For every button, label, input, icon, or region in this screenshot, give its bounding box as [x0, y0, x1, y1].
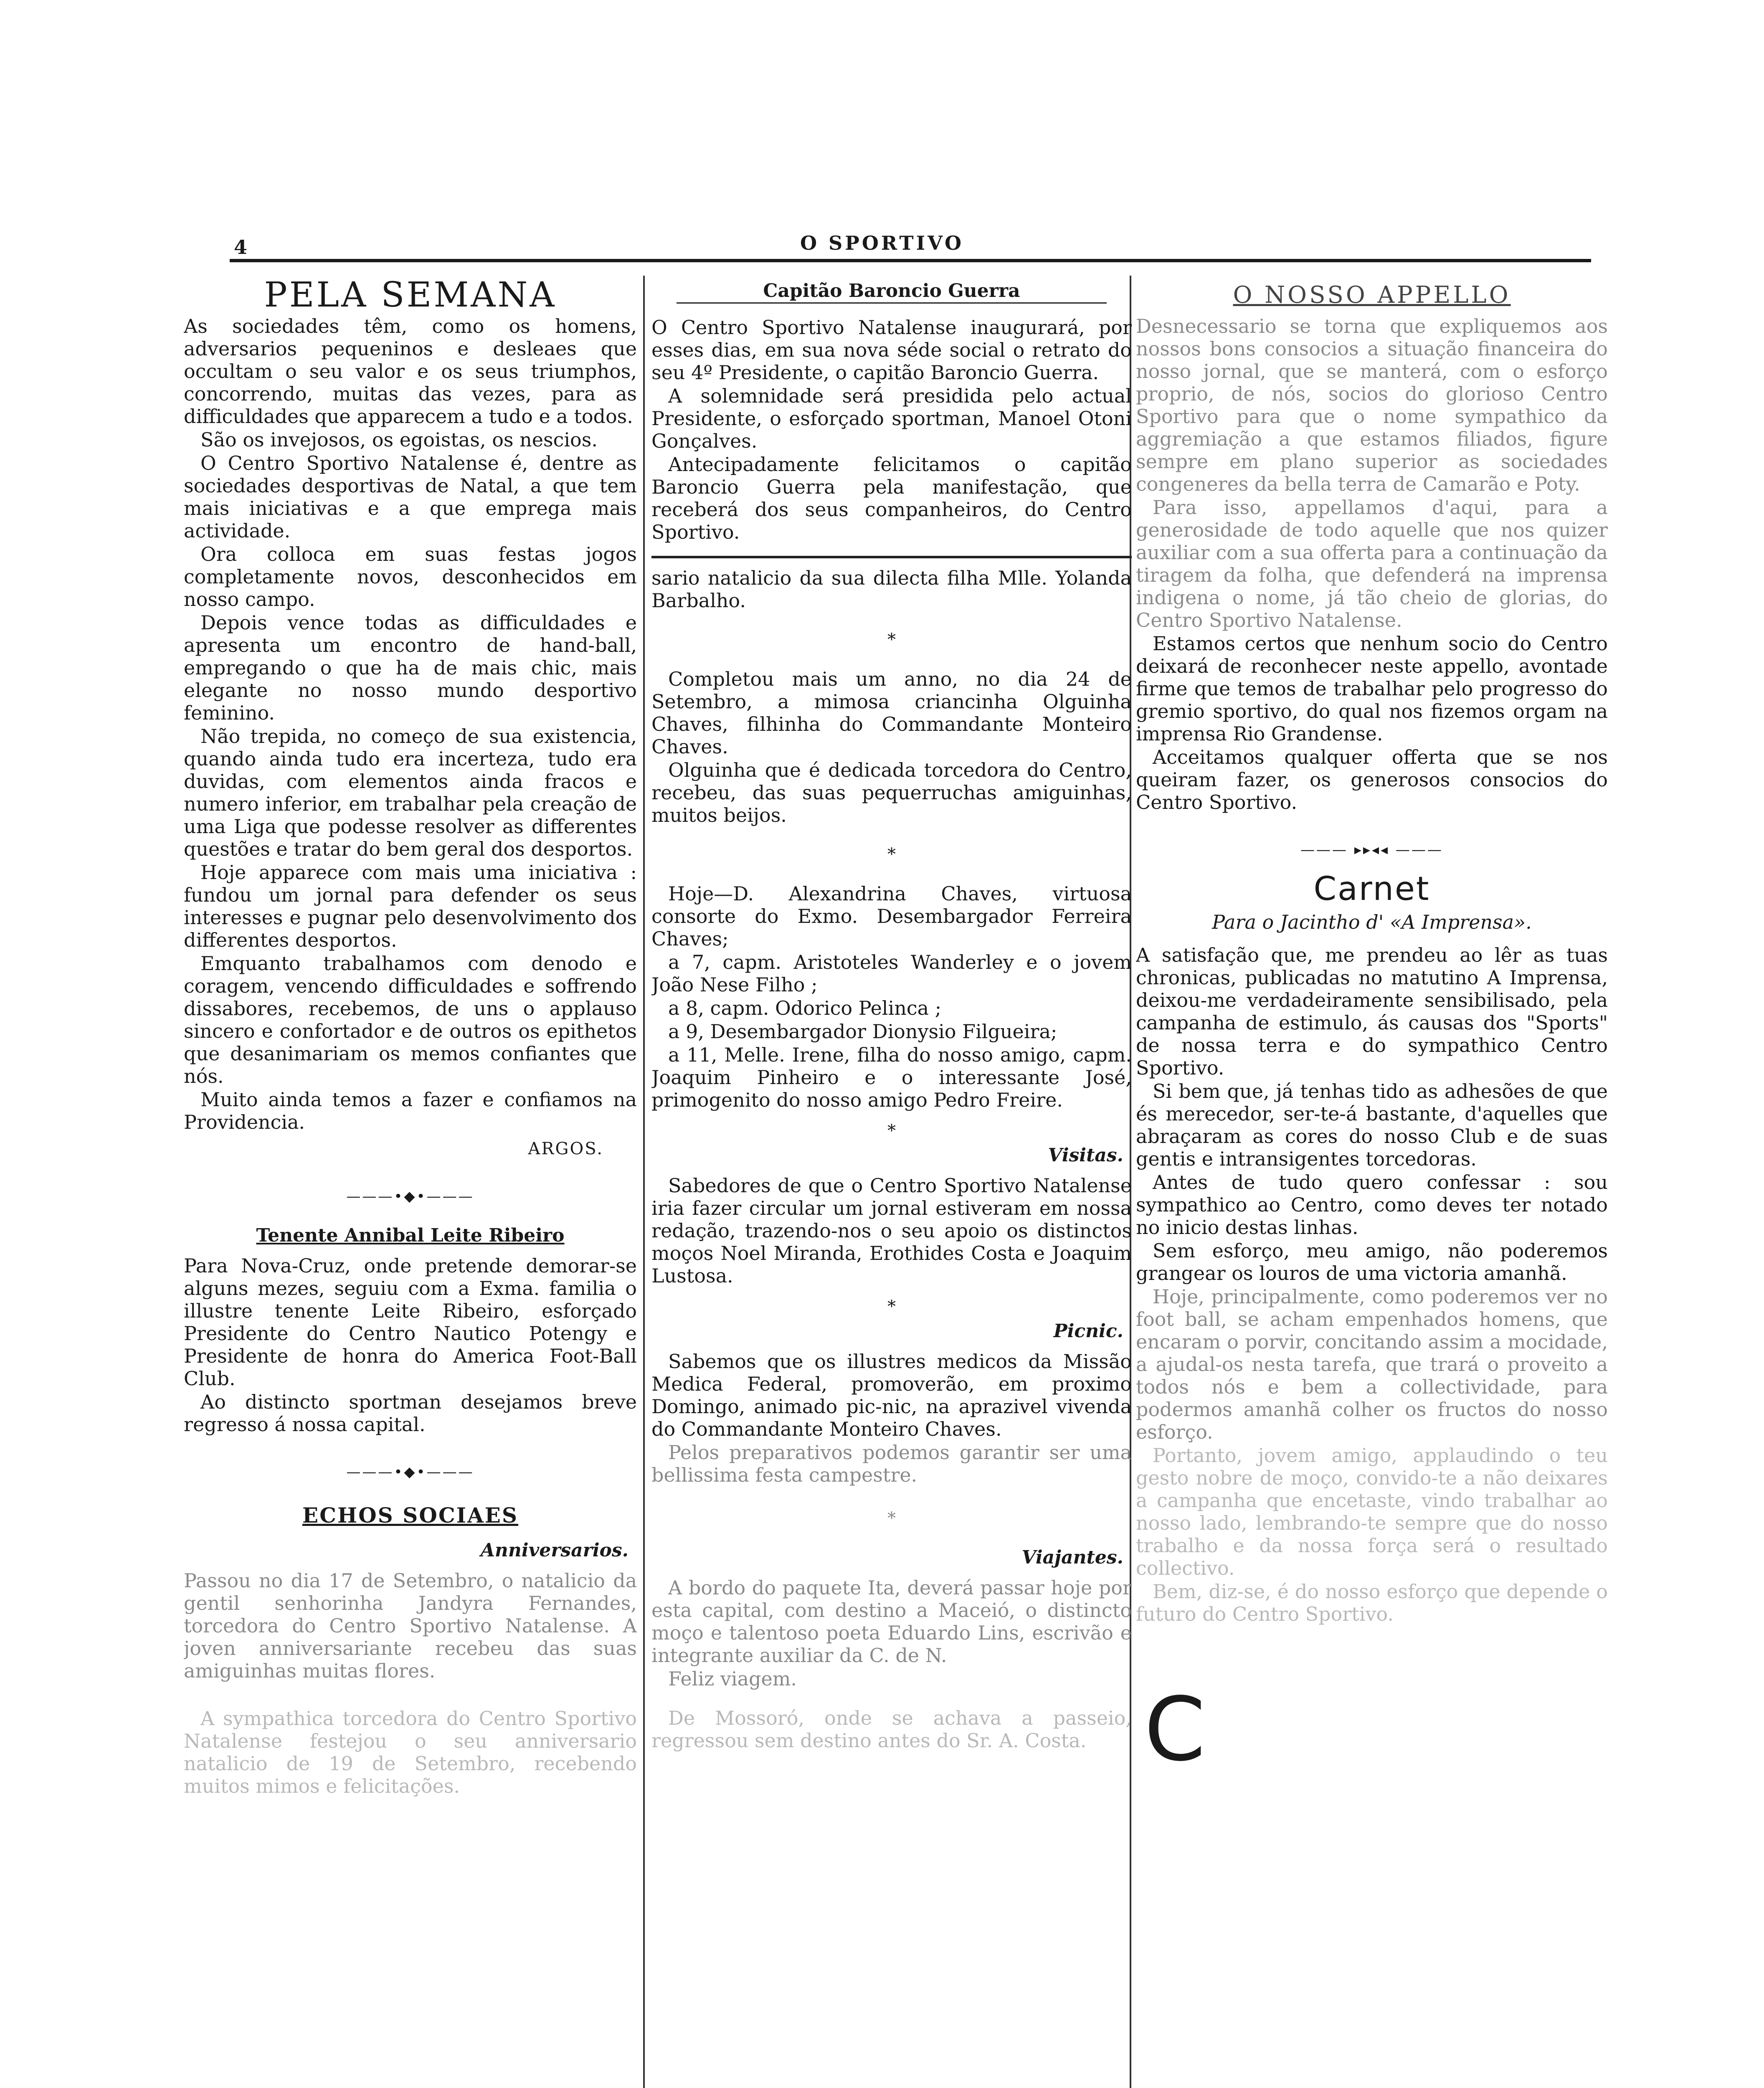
hoje-p5: a 11, Melle. Irene, filha do nosso amigo, capm. Joaquim Pinheiro e o interessante José, primogenito do nosso amigo Pedro Freire.: [651, 1044, 1132, 1111]
pela-semana-p4: Ora colloca em suas festas jogos completamente novos, desconhecidos em nosso campo.: [184, 543, 637, 611]
baroncio-p2: A solemnidade será presidida pelo actual Presidente, o esforçado sportman, Manoel Otoni Gonçalves.: [651, 385, 1132, 452]
baroncio-title: Capitão Baroncio Guerra: [677, 280, 1107, 304]
pela-semana-signature: ARGOS.: [528, 1139, 603, 1158]
column-3: [1136, 280, 1608, 2088]
star-divider: *: [887, 845, 896, 864]
picnic-p2: Pelos preparativos podemos garantir ser uma bellissima festa campestre.: [651, 1441, 1132, 1486]
section-rule: [651, 556, 1132, 558]
olguinha-p1: Completou mais um anno, no dia 24 de Setembro, a mimosa criancinha Olguinha Chaves, filhinha do Commandante Monteiro Chaves.: [651, 668, 1132, 758]
pela-semana-title: PELA SEMANA: [264, 280, 557, 315]
pela-semana-p1: As sociedades têm, como os homens, adversarios pequeninos e desleaes que occultam o seu valor e os seus triumphos, concorrendo, muitas das vezes, para as difficuldades que apparecem a tudo e a todos.: [184, 315, 637, 428]
masthead-title: O SPORTIVO: [800, 232, 964, 254]
ornament-divider: ———•◆•———: [346, 1188, 474, 1205]
pela-semana-p9: Muito ainda temos a fazer e confiamos na Providencia.: [184, 1088, 637, 1133]
picnic-p1: Sabemos que os illustres medicos da Missão Medica Federal, promoverão, em proximo Domingo, animado pic-nic, na aprazivel vivenda do Commandante Monteiro Chaves.: [651, 1350, 1132, 1440]
pela-semana-p3: O Centro Sportivo Natalense é, dentre as sociedades desportivas de Natal, a que tem mais iniciativas e a que emprega mais actividade.: [184, 452, 637, 542]
appello-title: O NOSSO APPELLO: [1233, 281, 1511, 309]
carnet-p3: Antes de tudo quero confessar : sou sympathico ao Centro, como deves ter notado no inicio destas linhas.: [1136, 1171, 1608, 1239]
large-initial-c: C: [1144, 1678, 1206, 1781]
column-2: [651, 280, 1132, 2088]
star-divider: *: [887, 1121, 896, 1140]
appello-p4: Acceitamos qualquer offerta que se nos queiram fazer, os generosos consocios do Centro Sportivo.: [1136, 746, 1608, 813]
appello-p2: Para isso, appellamos d'aqui, para a generosidade de todo aquelle que nos quizer auxiliar com a sua offerta para a continuação da tiragem da folha, que defenderá na imprensa indigena o nome, já tão cheio de glorias, do Centro Sportivo Natalense.: [1136, 496, 1608, 631]
tenente-title: Tenente Annibal Leite Ribeiro: [256, 1225, 565, 1246]
pela-semana-p5: Depois vence todas as difficuldades e apresenta um encontro de hand-ball, empregando o que ha de mais chic, mais elegante no nosso mundo desportivo feminino.: [184, 611, 637, 724]
carnet-p6: Portanto, jovem amigo, applaudindo o teu gesto nobre de moço, convido-te a não deixares a campanha que encetaste, vindo trabalhar ao nosso lado, lembrando-te sempre que do nosso trabalho e da nossa força será o resultado collectivo.: [1136, 1444, 1608, 1579]
echos-p1: Passou no dia 17 de Setembro, o natalicio da gentil senhorinha Jandyra Fernandes, torcedora do Centro Sportivo Natalense. A joven anniversariante recebeu das suas amiguinhas muitas flores.: [184, 1569, 637, 1682]
appello-p1: Desnecessario se torna que expliquemos aos nossos bons consocios a situação financeira do nosso jornal, que se manterá, com o esforço proprio, de nós, socios do glorioso Centro Sportivo para que o nome sympathico da aggremiação a que estamos filiados, figure sempre em plano superior as sociedades congeneres da bella terra de Camarão e Poty.: [1136, 315, 1608, 495]
star-divider: *: [887, 1297, 896, 1316]
echos-p2: A sympathica torcedora do Centro Sportivo Natalense festejou o seu anniversario natalicio de 19 de Setembro, recebendo muitos mimos e felicitações.: [184, 1707, 637, 1797]
column-1: [184, 280, 637, 2088]
carnet-p5: Hoje, principalmente, como poderemos ver no foot ball, se acham empenhados homens, que encaram o porvir, concitando assim a mocidade, a ajudal-os nesta tarefa, que trará o proveito a todos nós e bem a collectividade, para podermos amanhã colher os fructos do nosso esforço.: [1136, 1285, 1608, 1443]
carnet-p1: A satisfação que, me prendeu ao lêr as tuas chronicas, publicadas no matutino A Imprensa, deixou-me verdadeiramente sensibilisado, pela campanha de estimulo, ás causas dos "Sports" de nossa terra e do sympathico Centro Sportivo.: [1136, 944, 1608, 1079]
baroncio-p3: Antecipadamente felicitamos o capitão Baroncio Guerra pela manifestação, que receberá dos seus companheiros, do Centro Sportivo.: [651, 453, 1132, 543]
hoje-p4: a 9, Desembargador Dionysio Filgueira;: [668, 1020, 1057, 1043]
carnet-p2: Si bem que, já tenhas tido as adhesões de que és merecedor, ser-te-á bastante, d'aquelles que abraçaram as cores do nosso Club e de suas gentis e intransigentes torcedoras.: [1136, 1080, 1608, 1170]
visitas-subtitle: Visitas.: [1048, 1145, 1123, 1166]
page-number: 4: [234, 236, 248, 258]
viajantes-p1: A bordo do paquete Ita, deverá passar hoje por esta capital, com destino a Maceió, o distincto moço e talentoso poeta Eduardo Lins, escrivão e integrante auxiliar da C. de N.: [651, 1576, 1132, 1667]
tenente-p1: Para Nova-Cruz, onde pretende demorar-se alguns mezes, seguiu com a Exma. familia o illustre tenente Leite Ribeiro, esforçado Presidente do Centro Nautico Potengy e Presidente de honra do America Foot-Ball Club.: [184, 1254, 637, 1390]
appello-p3: Estamos certos que nenhum socio do Centro deixará de reconhecer neste appello, avontade firme que temos de trabalhar pelo progresso do gremio sportivo, do qual nos fizemos orgam na imprensa Rio Grandense.: [1136, 632, 1608, 745]
baroncio-p1: O Centro Sportivo Natalense inaugurará, por esses dias, em sua nova séde social o retrato do seu 4º Presidente, o capitão Baroncio Guerra.: [651, 316, 1132, 384]
ornament-divider: ———•◆•———: [346, 1464, 474, 1480]
viajantes-subtitle: Viajantes.: [1021, 1547, 1123, 1568]
anniversarios-subtitle: Anniversarios.: [480, 1540, 629, 1561]
hoje-p1: Hoje—D. Alexandrina Chaves, virtuosa consorte do Exmo. Desembargador Ferreira Chaves;: [651, 882, 1132, 950]
carnet-p7: Bem, diz-se, é do nosso esforço que depende o futuro do Centro Sportivo.: [1136, 1580, 1608, 1625]
hoje-p2: a 7, capm. Aristoteles Wanderley e o jovem João Nese Filho ;: [651, 951, 1132, 996]
carnet-subtitle: Para o Jacintho d' «A Imprensa».: [1212, 911, 1532, 933]
masthead-rule: [230, 259, 1591, 262]
echos-sociaes-title: ECHOS SOCIAES: [302, 1503, 519, 1528]
viajantes-p2: Feliz viagem.: [668, 1667, 797, 1690]
hoje-p3: a 8, capm. Odorico Pelinca ;: [668, 997, 942, 1019]
olguinha-p2: Olguinha que é dedicada torcedora do Centro, recebeu, das suas pequerruchas amiguinhas, muitos beijos.: [651, 759, 1132, 826]
pela-semana-p2: São os invejosos, os egoistas, os nescios.: [200, 428, 598, 451]
carnet-title: Carnet: [1313, 870, 1430, 908]
continued-text: sario natalicio da sua dilecta filha Mlle. Yolanda Barbalho.: [651, 567, 1132, 612]
visitas-p1: Sabedores de que o Centro Sportivo Natalense iria fazer circular um jornal estiveram em nossa redação, trazendo-nos o seu apoio os distinctos moços Noel Miranda, Erothides Costa e Joaquim Lustosa.: [651, 1174, 1132, 1287]
pela-semana-p8: Emquanto trabalhamos com denodo e coragem, vencendo difficuldades e soffrendo dissabores, recebemos, de uns o applauso sincero e confortador e de outros os epithetos que desanimariam os memos confiantes que nós.: [184, 952, 637, 1087]
star-divider: *: [887, 630, 896, 649]
pela-semana-p6: Não trepida, no começo de sua existencia, quando ainda tudo era incerteza, tudo era duvidas, com elementos ainda fracos e numero inferior, em trabalhar pela creação de uma Liga que podesse resolver as differentes questões e tratar do bem geral dos desportos.: [184, 725, 637, 860]
column-separator-1: [643, 276, 645, 2088]
carnet-p4: Sem esforço, meu amigo, não poderemos grangear os louros de uma victoria amanhã.: [1136, 1239, 1608, 1285]
viajantes-p3: De Mossoró, onde se achava a passeio, regressou sem destino antes do Sr. A. Costa.: [651, 1707, 1132, 1752]
pela-semana-p7: Hoje apparece com mais uma iniciativa : fundou um jornal para defender os seus interesses e pugnar pelo desenvolvimento dos differentes desportos.: [184, 861, 637, 951]
star-divider: *: [887, 1509, 896, 1528]
picnic-subtitle: Picnic.: [1053, 1320, 1123, 1342]
ornament-divider: ——— ▸▸◂◂ ———: [1300, 841, 1443, 858]
tenente-p2: Ao distincto sportman desejamos breve regresso á nossa capital.: [184, 1391, 637, 1436]
